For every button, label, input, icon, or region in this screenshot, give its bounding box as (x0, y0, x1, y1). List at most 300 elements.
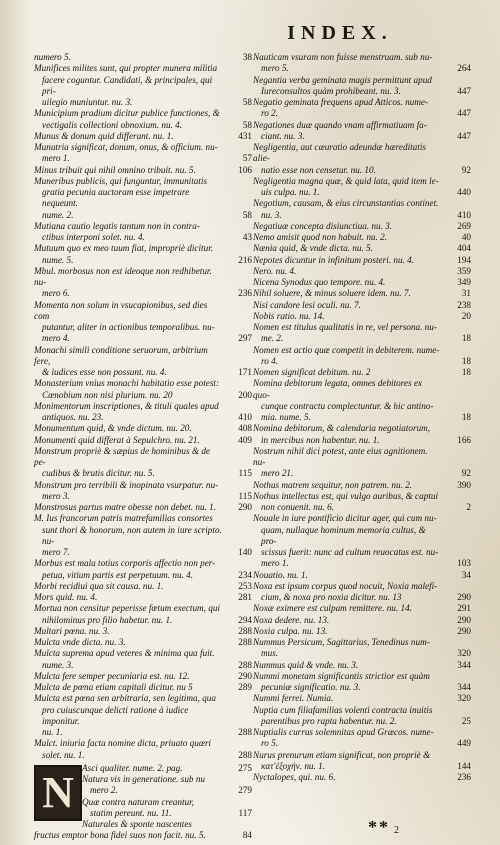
entry-continuation (253, 187, 471, 198)
entry-text: Monstrosus partus matre obesse non debet. nu. 1. (34, 502, 217, 512)
entry-page-number: 57 (242, 153, 252, 164)
entry-text: mero 4. (42, 333, 70, 344)
entry-text: Monumentum quid, & vnde dictum. nu. 20. (34, 423, 192, 434)
index-entry (34, 300, 252, 323)
entry-page-number: 84 (242, 830, 252, 841)
entry-page-number: 447 (457, 130, 471, 141)
entry-continuation (34, 468, 252, 479)
entry-page-number: 58 (242, 209, 252, 220)
entry-text: Nomina debitorum legata, omnes debitores ex quo- (253, 378, 423, 400)
entry-continuation (253, 502, 471, 513)
index-entry (253, 367, 471, 378)
entry-page-number: 289 (238, 682, 252, 692)
entry-page-number: 290 (238, 670, 252, 681)
entry-text: Municipium pradium dicitur publice functiones, & (34, 108, 220, 119)
entry-page-number: 216 (238, 254, 252, 265)
entry-continuation (34, 660, 252, 671)
entry-text: Negotium, causam, & eius circunstantias continet. (253, 198, 439, 209)
index-entry (34, 682, 252, 693)
entry-page-number: 410 (457, 209, 471, 220)
entry-continuation (253, 86, 471, 97)
entry-continuation (34, 547, 252, 558)
entry-text: ro 2. (261, 108, 279, 119)
entry-page-number: 20 (461, 310, 471, 321)
entry-continuation (253, 63, 471, 74)
entry-page-number: 2 (466, 502, 471, 512)
index-entry (34, 648, 252, 659)
entry-page-number: 38 (242, 52, 252, 62)
initial-letter: N (34, 765, 82, 821)
entry-text: Nostrum nihil dici potest, ante eius agnitionem. nu- (253, 445, 428, 467)
page-header (0, 22, 500, 45)
index-entry (253, 446, 471, 469)
entry-page-number: 171 (238, 367, 252, 377)
entry-text: nume. 3. (42, 659, 74, 670)
index-entry (34, 142, 252, 153)
entry-text: Nuptia cum filiafamilias volenti contracta inuitis (253, 704, 433, 715)
index-entry (253, 491, 471, 502)
entry-text: vectigalis collectioni obnoxium. nu. 4. (42, 119, 183, 130)
entry-text: Nomen significat debitum. nu. 2 (253, 367, 371, 377)
entry-page-number: 92 (461, 164, 471, 175)
entry-continuation (34, 153, 252, 164)
entry-text: Nemo amisit quod non habuit. nu. 2. (253, 232, 387, 242)
index-entry (34, 592, 252, 603)
index-entry (253, 693, 471, 704)
entry-text: uilegio muniuntur. nu. 3. (42, 97, 133, 107)
index-entry (82, 797, 252, 808)
entry-text: Negationes duæ quando vnam affirmatiuam fa- (253, 119, 427, 130)
entry-text: nihilominus pro filio habetur. nu. 1. (42, 614, 173, 625)
index-entry (34, 176, 252, 187)
entry-text: Negligentia magna quæ, & quid lata, quid item le- (253, 175, 439, 186)
entry-page-number: 431 (238, 130, 252, 141)
entry-continuation (82, 808, 252, 819)
index-entry (34, 558, 252, 569)
entry-continuation (253, 210, 471, 221)
entry-text: Nyctalopes, qui. nu. 6. (253, 772, 336, 782)
index-entry (253, 288, 471, 299)
entry-text: mero 1. (261, 558, 289, 569)
index-entry (34, 446, 252, 469)
index-entry (34, 131, 252, 142)
entry-page-number: 409 (238, 434, 252, 445)
entry-page-number: 31 (461, 288, 471, 299)
entry-page-number: 58 (242, 119, 252, 130)
entry-text: mero 5. (261, 63, 289, 74)
entry-text: Mulcta est pœna sen arbitraria, sen legitima, qua (34, 693, 216, 704)
entry-text: me. 2. (261, 333, 284, 344)
entry-text: mia. nume. 5. (261, 412, 311, 422)
entry-page-number: 25 (461, 715, 471, 726)
entry-page-number: 103 (457, 558, 471, 569)
index-entry (253, 660, 471, 671)
entry-page-number: 390 (457, 479, 471, 490)
entry-text: Mulcta fere semper pecuniaria est. nu. 12. (34, 670, 190, 681)
entry-text: Nauticam vsuram non fuisse menstruam. sub nu- (253, 52, 433, 62)
entry-continuation (253, 131, 471, 142)
entry-continuation (253, 648, 471, 659)
index-entry (253, 615, 471, 626)
entry-continuation (253, 592, 471, 603)
entry-text: Nummi monetam significantis strictior est quàm (253, 670, 430, 681)
entry-text: Natura vis in generatione. sub nu (82, 774, 206, 784)
entry-continuation (34, 232, 252, 243)
entry-text: facere coguntur. Candidati, & principales, qui pri- (42, 74, 213, 96)
entry-text: Mortua non censitur peperisse fœtum exectum, qui (34, 603, 221, 614)
entry-continuation (253, 716, 471, 727)
entry-continuation (253, 165, 471, 176)
index-entry (34, 581, 252, 592)
entry-continuation (34, 491, 252, 502)
entry-text: sunt thori & honorum, non autem in iure scripto. nu- (42, 524, 222, 546)
entry-continuation (34, 367, 252, 378)
index-entry (34, 637, 252, 648)
entry-text: petua, vitium partis est perpetuum. nu. 4. (42, 569, 194, 580)
entry-text: mus. (261, 648, 279, 659)
entry-text: Multari pœna. nu. 3. (34, 625, 110, 636)
entry-continuation (34, 525, 252, 548)
index-entry (253, 705, 471, 716)
entry-page-number: 200 (238, 389, 252, 400)
entry-text: mero 21. (261, 468, 294, 479)
index-entry (34, 626, 252, 637)
index-entry (253, 581, 471, 592)
entry-continuation (34, 390, 252, 401)
entry-text: pecuniæ significatio. nu. 3. (261, 682, 361, 692)
entry-text: Mutiana cautio legatis tantum non in contra- (34, 220, 200, 231)
entry-text: in mercibus non habentur. nu. 1. (261, 434, 380, 445)
entry-text: numero 5. (34, 52, 71, 62)
entry-text: Noxa est ipsum corpus quod nocuit, Noxia malefi- (253, 580, 438, 591)
entry-text: Negligentia, aut cæuratio adeundæ hæreditatis alie- (253, 142, 426, 164)
index-entry (34, 108, 252, 119)
entry-continuation (253, 547, 471, 558)
index-entry (253, 345, 471, 356)
index-entry (253, 221, 471, 232)
entry-text: Monumenti quid differat à Sepulchro. nu. 21. (34, 434, 200, 445)
index-entry (253, 637, 471, 648)
entry-page-number: 288 (238, 659, 252, 670)
index-entry (253, 727, 471, 738)
entry-continuation (253, 558, 471, 569)
index-entry (253, 176, 471, 187)
entry-page-number: 115 (238, 490, 252, 501)
header-title: INDEX. (287, 22, 393, 44)
entry-continuation (34, 750, 252, 761)
entry-page-number: 236 (457, 772, 471, 782)
entry-text: Nothus matrem sequitur, non patrem. nu. 2. (253, 479, 413, 490)
index-entry (253, 120, 471, 131)
entry-text: Nobis ratio. nu. 14. (253, 310, 325, 321)
entry-text: Momenta non solum in vsucapionibus, sed dies com (34, 299, 208, 321)
index-entry (82, 774, 252, 785)
entry-text: Nouale in iure pontificio dicitur ager, qui cum nu- (253, 513, 437, 524)
entry-text: Nomina debitorum, & calendaria negotiatorum, (253, 423, 431, 434)
index-entry (253, 97, 471, 108)
entry-page-number: 290 (457, 625, 471, 636)
entry-page-number: 115 (238, 468, 252, 479)
index-entry (253, 603, 471, 614)
entry-continuation (34, 727, 252, 738)
entry-text: Monstrum pro terribili & inopinata vsurpatur. nu- (34, 479, 219, 490)
index-entry (253, 311, 471, 322)
index-entry (253, 232, 471, 243)
entry-text: nu. 1. (42, 727, 63, 737)
entry-page-number: 281 (238, 592, 252, 602)
entry-text: quam, nullaque hominum memoria cultus, & pro- (261, 524, 426, 546)
entry-text: nume. 2. (42, 209, 74, 220)
index-entry (34, 378, 252, 389)
entry-text: Mulcta vnde dicta. nu. 3. (34, 637, 126, 647)
index-entry (253, 378, 471, 401)
entry-continuation (253, 356, 471, 367)
signature-asterisks: ** (368, 817, 390, 837)
entry-text: Munifices milites sunt, qui propter munera militia (34, 63, 218, 74)
entry-text: Minus tribuit qui nihil omnino tribuit. nu. 5. (34, 164, 196, 175)
index-entry (253, 322, 471, 333)
entry-text: Negatiuæ concepta disiunctiua. nu. 3. (253, 220, 393, 231)
entry-continuation (34, 120, 252, 131)
index-entry (82, 763, 252, 774)
index-entry (253, 300, 471, 311)
index-entry (34, 603, 252, 614)
entry-text: Noxia culpa. nu. 13. (253, 625, 328, 636)
entry-page-number: 288 (238, 625, 252, 636)
entry-text: uis culpa. nu. 1. (261, 187, 320, 197)
entry-page-number: 194 (457, 254, 471, 265)
entry-page-number: 291 (457, 603, 471, 614)
index-entry (34, 243, 252, 254)
entry-text: Nuptialis currus solemnitas apud Græcos. nume- (253, 727, 434, 737)
index-entry (253, 142, 471, 165)
entry-text: M. Ius francorum patris matrefamilias consortes (34, 513, 213, 524)
entry-text: Nomen est actio quæ competit in debiterem. nume- (253, 344, 440, 355)
index-entry (34, 423, 252, 434)
entry-page-number: 18 (461, 355, 471, 366)
entry-text: Nicena Synodus quo tempore. nu. 4. (253, 277, 386, 287)
index-entry (34, 480, 252, 491)
index-entry (253, 277, 471, 288)
entry-continuation (34, 75, 252, 98)
entry-page-number: 92 (461, 468, 471, 479)
entry-page-number: 253 (238, 580, 252, 591)
entry-text: Cœnobium non nisi plurium. nu. 20 (42, 389, 173, 400)
entry-text: nume. 5. (42, 254, 74, 265)
entry-text: κατ'ἐξοχήν. nu. 1. (261, 760, 326, 771)
entry-text: Nihil soluere, & minus soluere idem. nu. 7. (253, 288, 411, 299)
initial-block (34, 763, 252, 831)
entry-text: Nomen est titulus qualitatis in re, vel persona. nu- (253, 322, 437, 332)
entry-text: scissus fuerit: nunc ad cultum reuocatus est. nu- (261, 547, 439, 557)
entry-page-number: 349 (457, 277, 471, 287)
entry-page-number: 297 (238, 333, 252, 344)
entry-text: Nummus Persicum, Sagittarius, Tenedinus num- (253, 637, 430, 647)
entry-text: cudibus & brutis dicitur. nu. 5. (42, 468, 155, 479)
entry-page-number: 18 (461, 367, 471, 377)
index-entry (34, 266, 252, 289)
entry-page-number: 18 (461, 333, 471, 344)
entry-page-number: 58 (242, 97, 252, 107)
entry-text: Noxæ eximere est culpam remittere. nu. 14. (253, 603, 412, 614)
entry-page-number: 404 (457, 243, 471, 254)
entry-text: mero 6. (42, 288, 70, 299)
index-entry (253, 198, 471, 209)
entry-text: Mutuum quo ex meo tuum fiat, impropriè dicitur. (34, 243, 214, 254)
entry-page-number: 238 (457, 299, 471, 310)
entry-text: Asci qualiter. nume. 2. pag. (82, 762, 183, 773)
index-entry (253, 52, 471, 63)
entry-text: Naturales & sponte nascentes (82, 819, 192, 829)
entry-page-number: 40 (461, 232, 471, 242)
entry-page-number: 449 (457, 738, 471, 749)
index-entry (34, 830, 252, 841)
index-entry (34, 401, 252, 412)
entry-text: ctibus interponi solet. nu. 4. (42, 232, 145, 242)
entry-page-number: 290 (238, 502, 252, 512)
entry-page-number: 320 (457, 648, 471, 659)
signature-mark (368, 817, 401, 838)
index-entry (34, 513, 252, 524)
index-entry (34, 435, 252, 446)
entry-page-number: 447 (457, 108, 471, 119)
entry-text: Mbul. morbosus non est ideoque non redhibetur. nu- (34, 265, 212, 287)
index-entry (34, 671, 252, 682)
index-entry (253, 750, 471, 761)
entry-text: ro 5. (261, 738, 279, 749)
entry-page-number: 144 (457, 760, 471, 771)
entry-page-number: 275 (238, 762, 252, 773)
entry-continuation (253, 435, 471, 446)
entry-text: Nepotes dicuntur in infinitum posteri. nu. 4. (253, 254, 415, 265)
entry-continuation (34, 97, 252, 108)
index-entry (253, 243, 471, 254)
index-entry (253, 570, 471, 581)
index-entry (34, 63, 252, 74)
entry-continuation (253, 682, 471, 693)
entry-continuation (253, 333, 471, 344)
entry-text: statim pereunt. nu. 11. (90, 807, 172, 818)
entry-continuation (82, 785, 252, 796)
index-column-right (253, 52, 471, 783)
index-entry (34, 502, 252, 513)
entry-page-number: 290 (457, 614, 471, 625)
entry-page-number: 344 (457, 682, 471, 692)
entry-continuation (34, 322, 252, 333)
entry-page-number: 18 (461, 412, 471, 422)
entry-page-number: 290 (457, 592, 471, 602)
entry-continuation (34, 255, 252, 266)
entry-text: solet. nu. 1. (42, 749, 85, 760)
entry-text: putantur, aliter in actionibus temporalibus. nu- (42, 322, 215, 332)
entry-page-number: 408 (238, 423, 252, 434)
index-entry (253, 513, 471, 524)
entry-page-number: 447 (457, 85, 471, 96)
signature-number: 2 (394, 825, 401, 836)
entry-continuation (34, 210, 252, 221)
entry-text: Nero. nu. 4. (253, 265, 297, 276)
index-entry (82, 819, 252, 830)
entry-page-number: 294 (238, 614, 252, 625)
index-entry (253, 480, 471, 491)
entry-page-number: 264 (457, 63, 471, 74)
entry-page-number: 288 (238, 637, 252, 647)
entry-continuation (253, 468, 471, 479)
entry-page-number: 440 (457, 187, 471, 197)
entry-text: Nurus prenurum etiam significat, non propriè & (253, 749, 431, 760)
entry-text: mero 2. (90, 785, 118, 796)
entry-continuation (34, 615, 252, 626)
entry-page-number: 288 (238, 727, 252, 737)
entry-page-number: 359 (457, 265, 471, 276)
entry-text: & iudices esse non possunt. nu. 4. (42, 367, 167, 377)
entry-text: Quæ contra naturam creantur, (82, 796, 194, 807)
entry-text: mero 3. (42, 490, 70, 501)
entry-page-number: 236 (238, 288, 252, 299)
entry-text: Morbus est mala totius corporis affectio non per- (34, 558, 216, 569)
entry-text: Nummus quid & vnde. nu. 3. (253, 659, 359, 670)
entry-text: mero 7. (42, 547, 70, 557)
index-entry (34, 221, 252, 232)
entry-page-number: 320 (457, 693, 471, 704)
index-entry (34, 738, 252, 749)
entry-continuation (34, 570, 252, 581)
entry-text: Mulcta de pœna etiam capitali dicitur. nu 5 (34, 682, 193, 692)
entry-text: Munus & donum quid differant. nu. 1. (34, 130, 174, 141)
entry-page-number: 117 (238, 807, 252, 818)
entry-text: Munutria significat, donum, onus, & officium. nu- (34, 142, 218, 152)
entry-text: Monimentorum inscriptiones, & tituli quales apud (34, 400, 219, 411)
entry-text: Monasterium vnius monachi habitatio esse potest: (34, 378, 220, 389)
entry-text: gratia pecunia auctoram esse impetrare nequeunt. (42, 187, 190, 209)
entry-continuation (253, 401, 471, 412)
entry-text: Muneribus publicis, qui funguntur, immunitatis (34, 175, 208, 186)
entry-text: Nothus intellectus est, qui vulgo auribus, & captui (253, 490, 439, 501)
entry-continuation (253, 412, 471, 423)
entry-text: Nummi ferrei. Numia. (253, 693, 334, 704)
index-entry (34, 52, 252, 63)
entry-page-number: 43 (242, 232, 252, 242)
entry-continuation (253, 738, 471, 749)
entry-continuation (34, 705, 252, 728)
entry-text: antiquos. nu. 23. (42, 412, 104, 422)
entry-continuation (34, 288, 252, 299)
entry-continuation (34, 333, 252, 344)
index-entry (253, 423, 471, 434)
entry-text: Monstrum propriè & sæpius de hominibus & de pe- (34, 445, 211, 467)
entry-text: Iureconsultos quàm prohibeant. nu. 3. (261, 85, 401, 96)
entry-continuation (253, 108, 471, 119)
entry-text: fructus emptor bona fidei suos non facit. nu. 5. (34, 830, 206, 841)
index-entry (253, 671, 471, 682)
entry-page-number: 166 (457, 434, 471, 445)
entry-text: Monachi simili conditione seruorum, arbitrium fere, (34, 344, 208, 366)
entry-text: parentibus pro rapta habentur. nu. 2. (261, 715, 397, 726)
entry-text: Mulct. iniuria facta nomine dicta, priuato quæri (34, 738, 212, 749)
index-entry (34, 693, 252, 704)
entry-text: cium, & noxa pro noxia dicitur. nu. 13 (261, 592, 402, 602)
entry-text: Noxa dedere. nu. 13. (253, 614, 330, 625)
index-entry (253, 255, 471, 266)
index-entry (253, 75, 471, 86)
entry-page-number: 344 (457, 659, 471, 670)
entry-page-number: 234 (238, 569, 252, 580)
entry-page-number: 288 (238, 749, 252, 760)
entry-page-number: 269 (457, 220, 471, 231)
entry-page-number: 106 (238, 164, 252, 175)
entry-continuation (253, 761, 471, 772)
entry-page-number: 140 (238, 547, 252, 557)
